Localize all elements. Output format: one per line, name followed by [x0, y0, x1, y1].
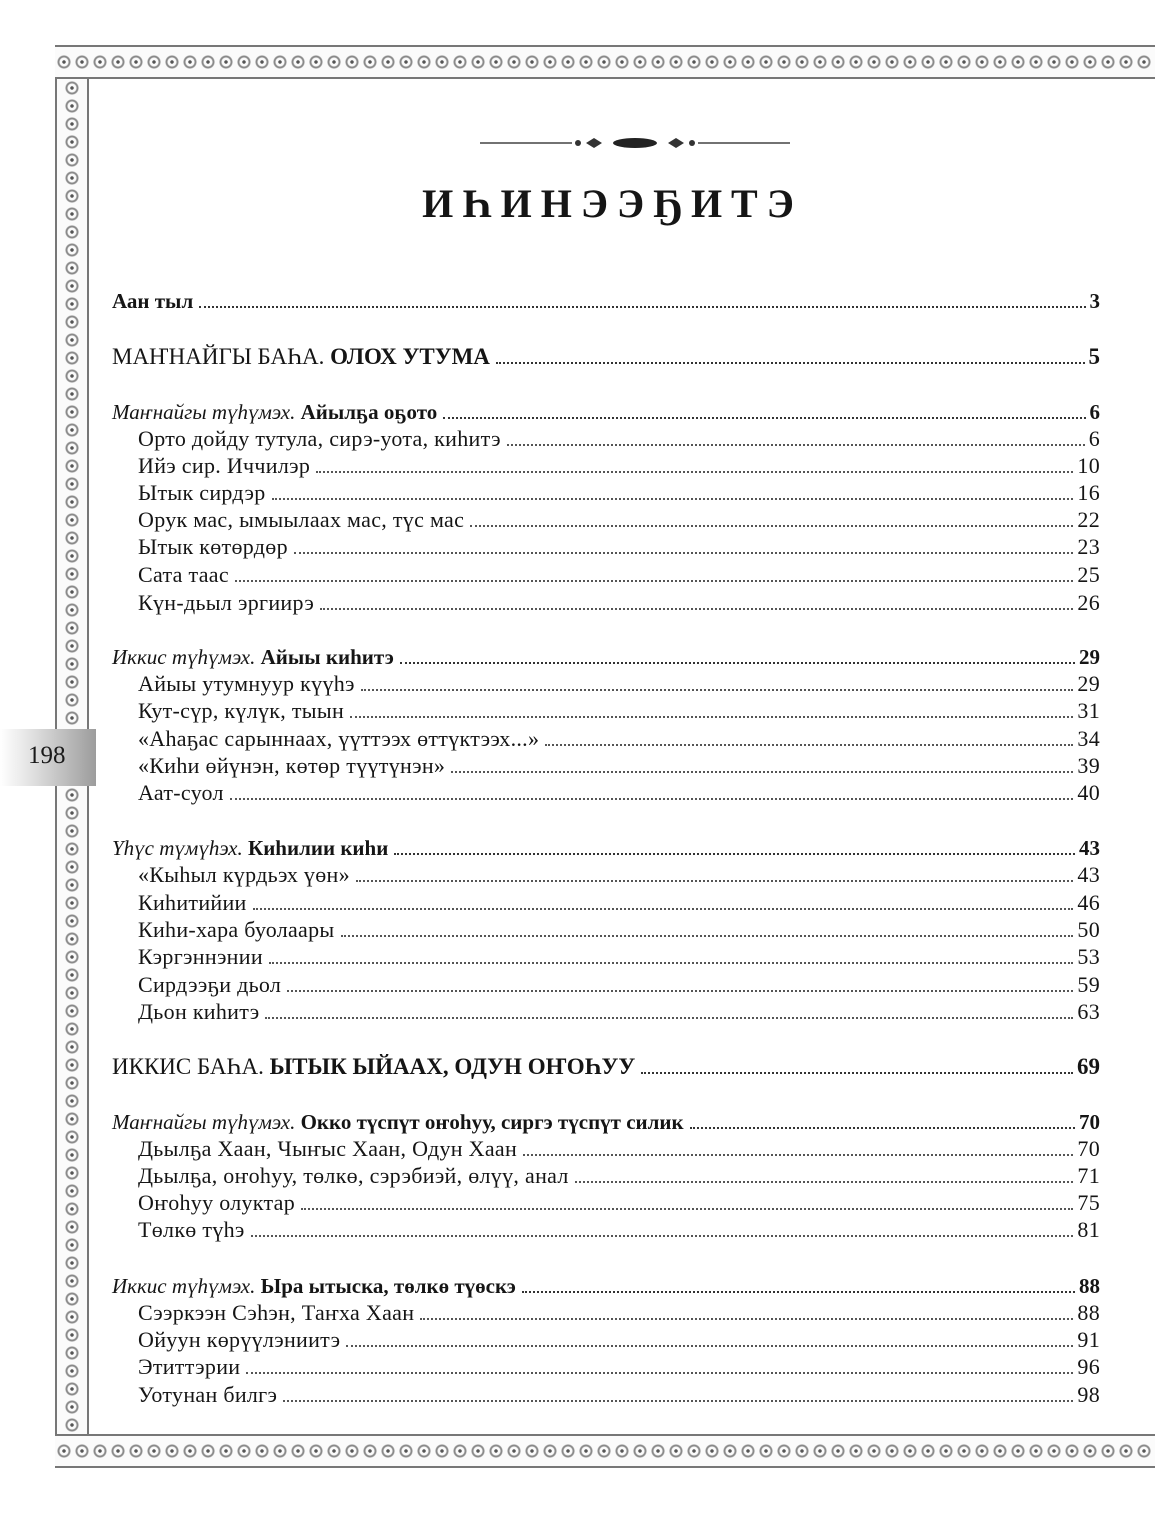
toc-page-number: 25 [1077, 562, 1100, 587]
chapter-label: Маҥнайгы түһүмэх. [112, 400, 296, 424]
leader-dots [400, 662, 1075, 664]
leader-dots [575, 1181, 1074, 1183]
toc-page-number: 59 [1077, 972, 1100, 997]
toc-page-number: 70 [1079, 1110, 1100, 1134]
title-divider-ornament [480, 136, 790, 150]
toc-entry-title: Киһи-хара буолаары [138, 917, 335, 942]
leader-dots [394, 853, 1075, 855]
toc-page-number: 75 [1077, 1190, 1100, 1215]
toc-chapter [112, 829, 1100, 859]
toc-chapter [112, 393, 1100, 423]
toc-entry [138, 501, 1100, 531]
toc-entry [138, 1376, 1100, 1406]
ornament-border-bottom [55, 1434, 1155, 1468]
toc-page-number: 71 [1077, 1163, 1100, 1188]
leader-dots [283, 1400, 1073, 1402]
leader-dots [230, 798, 1074, 800]
chapter-label: Маҥнайгы түһүмэх. [112, 1110, 296, 1134]
leader-dots [269, 962, 1073, 964]
part-title: ЫТЫК ЫЙААХ, ОДУН ОҤОҺУУ [269, 1054, 636, 1079]
chapter-title: Киһилии киһи [247, 836, 389, 860]
toc-entry [138, 447, 1100, 477]
toc-entry-title: Дьылҕа, оҥоһуу, төлкө, сэрэбиэй, өлүү, анал [138, 1163, 569, 1188]
leader-dots [496, 362, 1085, 364]
toc-entry [138, 1294, 1100, 1324]
leader-dots [316, 471, 1073, 473]
chapter-title: Айыы киһитэ [260, 645, 394, 669]
toc-page-number: 53 [1077, 944, 1100, 969]
toc-page-number: 29 [1079, 645, 1100, 669]
toc-page-number: 69 [1077, 1054, 1100, 1079]
toc-page-number: 29 [1077, 671, 1100, 696]
leader-dots [523, 1154, 1073, 1156]
toc-entry [138, 1321, 1100, 1351]
leader-dots [545, 744, 1073, 746]
toc-entry [138, 584, 1100, 614]
toc-part-1 [112, 338, 1100, 368]
toc-entry-title: Дьылҕа Хаан, Чыҥыс Хаан, Одун Хаан [138, 1136, 518, 1161]
leader-dots [356, 880, 1073, 882]
chapter-label: Иккис түһүмэх. [112, 645, 256, 669]
toc-chapter [112, 1267, 1100, 1297]
toc-entry-title: Орто дойду тутула, сирэ-уота, киһитэ [138, 426, 501, 451]
leader-dots [235, 580, 1073, 582]
page-title: ИҺИНЭЭҔИТЭ [422, 181, 803, 226]
toc-page-number: 50 [1077, 917, 1100, 942]
toc-page-number: 63 [1077, 999, 1100, 1024]
toc-page-number: 6 [1088, 426, 1100, 451]
toc-entry-title: Төлкө түһэ [138, 1217, 245, 1242]
leader-dots [507, 444, 1085, 446]
toc-chapter [112, 638, 1100, 668]
toc-entry-title: Күн-дьыл эргиирэ [138, 590, 315, 615]
toc-page-number: 98 [1077, 1382, 1100, 1407]
toc-entry-title: Сирдээҕи дьол [138, 972, 282, 997]
toc-page-number: 10 [1077, 453, 1100, 478]
toc-entry-title: Сата таас [138, 562, 229, 587]
leader-dots [470, 525, 1073, 527]
toc-entry-title: Киһитийии [138, 890, 247, 915]
toc-page-number: 46 [1077, 890, 1100, 915]
toc-entry [138, 884, 1100, 914]
toc-page-number: 40 [1077, 780, 1100, 805]
toc-entry [138, 911, 1100, 941]
leader-dots [301, 1208, 1073, 1210]
toc-page-number: 3 [1089, 289, 1100, 313]
toc-entry [138, 993, 1100, 1023]
toc-entry-title: Этиттэрии [138, 1354, 241, 1379]
toc-page-number: 91 [1077, 1327, 1100, 1352]
toc-entry [138, 1211, 1100, 1241]
toc-entry [138, 556, 1100, 586]
toc-entry-title: «Аһаҕас сарыннаах, үүттээх өттүктээх...» [138, 726, 540, 751]
toc-entry [138, 1130, 1100, 1160]
toc-entry-title: Уотунан билгэ [138, 1382, 278, 1407]
leader-dots [522, 1291, 1075, 1293]
toc-page-number: 31 [1077, 698, 1100, 723]
toc-entry-title: Дьон киһитэ [138, 999, 260, 1024]
chapter-title: Айылҕа оҕото [300, 400, 438, 424]
toc-entry [138, 665, 1100, 695]
toc-page-number: 96 [1077, 1354, 1100, 1379]
leader-dots [350, 716, 1073, 718]
leader-dots [246, 1372, 1073, 1374]
toc-entry [138, 774, 1100, 804]
toc-entry-title: Кут-сүр, күлүк, тыын [138, 698, 345, 723]
chapter-title: Ыра ытыска, төлкө түөскэ [260, 1274, 516, 1298]
ornament-border-top [55, 45, 1155, 79]
ornament-border-left-lower [55, 786, 89, 1434]
toc-entry-title: Айыы утумнуур күүһэ [138, 671, 355, 696]
leader-dots [265, 1017, 1073, 1019]
toc-page-number: 26 [1077, 590, 1100, 615]
toc-page-number: 23 [1077, 534, 1100, 559]
page-number: 198 [28, 742, 66, 769]
toc-entry [138, 856, 1100, 886]
toc-entry-title: Аан тыл [112, 289, 194, 313]
toc-page-number: 34 [1077, 726, 1100, 751]
toc-page-number: 43 [1077, 862, 1100, 887]
leader-dots [294, 552, 1074, 554]
leader-dots [443, 417, 1085, 419]
toc-entry [138, 747, 1100, 777]
toc-page-number: 22 [1077, 507, 1100, 532]
leader-dots [641, 1072, 1073, 1074]
toc-entry-title: Оҥоһуу олуктар [138, 1190, 296, 1215]
toc-entry-title: Ойуун көрүүлэниитэ [138, 1327, 341, 1352]
chapter-label: Иккис түһүмэх. [112, 1274, 256, 1298]
toc-entry [138, 1184, 1100, 1214]
toc-part-2 [112, 1048, 1100, 1078]
toc-entry-title: Аат-суол [138, 780, 224, 805]
toc-page-number: 70 [1077, 1136, 1100, 1161]
toc-entry-title: «Кыһыл күрдьэх үөн» [138, 862, 350, 887]
toc-page-number: 88 [1077, 1300, 1100, 1325]
leader-dots [272, 498, 1074, 500]
leader-dots [451, 771, 1073, 773]
leader-dots [199, 306, 1085, 308]
part-label: ИККИС БАҺА. [112, 1054, 264, 1079]
leader-dots [251, 1235, 1074, 1237]
leader-dots [341, 935, 1074, 937]
toc-entry-title: Орук мас, ымыылаах мас, түс мас [138, 507, 465, 532]
toc-entry [138, 474, 1100, 504]
toc-entry [138, 420, 1100, 450]
leader-dots [420, 1318, 1073, 1320]
toc-page-number: 39 [1077, 753, 1100, 778]
leader-dots [320, 608, 1073, 610]
toc-entry-title: Ытык көтөрдөр [138, 534, 288, 559]
toc-entry [138, 1348, 1100, 1378]
toc-entry [138, 966, 1100, 996]
toc-page-number: 81 [1077, 1217, 1100, 1242]
toc-page-number: 5 [1088, 344, 1100, 369]
toc-entry-title: Ытык сирдэр [138, 480, 266, 505]
toc-entry [138, 1157, 1100, 1187]
toc-page-number: 88 [1079, 1274, 1100, 1298]
toc-entry-title: Сээркээн Сэһэн, Таҥха Хаан [138, 1300, 415, 1325]
toc-page-number: 16 [1077, 480, 1100, 505]
toc-entry-title: «Киһи өйүнэн, көтөр түүтүнэн» [138, 753, 446, 778]
toc-page-number: 6 [1089, 400, 1100, 424]
part-label: МАҤНАЙГЫ БАҺА. [112, 344, 325, 369]
toc-chapter [112, 1103, 1100, 1133]
leader-dots [346, 1345, 1073, 1347]
toc-page-number: 43 [1079, 836, 1100, 860]
chapter-title: Окко түспүт оҥоһуу, сиргэ түспүт силик [300, 1110, 684, 1134]
leader-dots [287, 990, 1073, 992]
leader-dots [690, 1127, 1075, 1129]
leader-dots [253, 908, 1074, 910]
toc-entry [138, 528, 1100, 558]
toc-entry-intro [112, 282, 1100, 312]
ornament-border-left-upper [55, 79, 89, 729]
toc-entry [138, 720, 1100, 750]
toc-entry-title: Ийэ сир. Иччилэр [138, 453, 311, 478]
toc-entry [138, 938, 1100, 968]
leader-dots [361, 689, 1074, 691]
part-title: ОЛОХ УТУМА [330, 344, 490, 369]
toc-entry [138, 692, 1100, 722]
chapter-label: Үһүс түмүһэх. [112, 836, 243, 860]
toc-entry-title: Кэргэннэнии [138, 944, 263, 969]
